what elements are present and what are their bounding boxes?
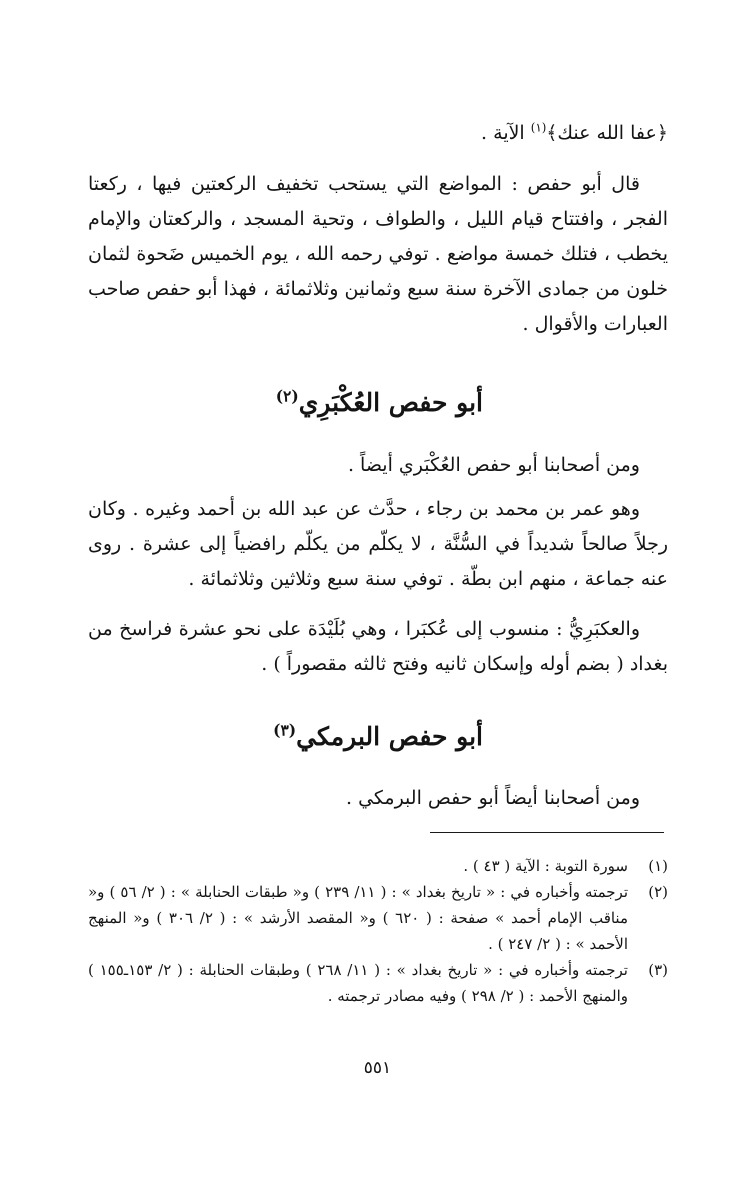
footnote-number: (١)	[648, 857, 668, 875]
footnote-1	[88, 853, 668, 879]
heading-text: أبو حفص البرمكي	[296, 722, 483, 751]
footnote-text: ترجمته وأخباره في : « تاريخ بغداد » : ( ١١/ ٢٦٨ ) وطبقات الحنابلة : ( ٢/ ١٥٣ـ١٥٥ ) والمنهج الأحمد : ( ٢/ ٢٩٨ ) وفيه مصادر ترجمته .	[88, 961, 628, 1005]
footnote-text: سورة التوبة : الآية ( ٤٣ ) .	[463, 857, 628, 875]
footnote-text: ترجمته وأخباره في : « تاريخ بغداد » : ( ١١/ ٢٣٩ ) و« طبقات الحنابلة » : ( ٢/ ٥٦ ) و« مناقب الإمام أحمد » صفحة : ( ٦٢٠ ) و« المقصد الأرشد » : ( ٢/ ٣٠٦ ) و« المنهج الأحمد » : ( ٢/ ٢٤٧ ) .	[88, 883, 628, 953]
intro-suffix: الآية .	[481, 122, 531, 144]
footnote-3	[88, 957, 668, 1009]
heading-text: أبو حفص العُكْبَرِي	[298, 388, 483, 417]
footnote-ref-1: (١)	[530, 120, 547, 135]
quran-quote: ﴿عفا الله عنك﴾	[546, 122, 668, 144]
footnote-ref-2: (٢)	[275, 386, 299, 406]
page-number: ٥٥١	[363, 1058, 392, 1078]
paragraph-1: قال أبو حفص : المواضع التي يستحب تخفيف الركعتين فيها ، ركعتا الفجر ، وافتتاح قيام الليل ، والطواف ، وتحية المسجد ، والركعتان والإمام يخطب ، فتلك خمسة مواضع . توفي رحمه الله ، يوم الخميس ضَحوة لثمان خلون من جمادى الآخرة سنة سبع وثمانين وثلاثمائة ، فهذا أبو حفص صاحب العبارات والأقوال .	[88, 173, 668, 335]
okbari-bio: وهو عمر بن محمد بن رجاء ، حدَّث عن عبد الله بن أحمد وغيره . وكان رجلاً صالحاً شديداً في السُّنَّة ، لا يكلّم من يكلّم رافضياً إلى عشرة . روى عنه جماعة ، منهم ابن بطّة . توفي سنة سبع وثلاثين وثلاثمائة .	[88, 498, 668, 590]
section-heading-okbari	[276, 388, 483, 417]
footnote-number: (٢)	[648, 883, 668, 901]
footnotes	[88, 853, 668, 1009]
footnote-ref-3: (٣)	[273, 720, 297, 740]
okbari-intro: ومن أصحابنا أبو حفص العُكْبَري أيضاً .	[347, 454, 640, 476]
footnote-number: (٣)	[648, 961, 668, 979]
okbari-nisba: والعكبَرِيُّ : منسوب إلى عُكبَرا ، وهي بُلَيْدَة على نحو عشرة فراسخ من بغداد ( بضم أوله وإسكان ثانيه وفتح ثالثه مقصوراً ) .	[88, 618, 668, 675]
footnote-2	[88, 879, 668, 957]
footnote-divider	[430, 832, 664, 833]
section-heading-barmaki	[273, 722, 483, 751]
barmaki-intro: ومن أصحابنا أيضاً أبو حفص البرمكي .	[345, 787, 640, 809]
intro-line	[88, 116, 668, 151]
